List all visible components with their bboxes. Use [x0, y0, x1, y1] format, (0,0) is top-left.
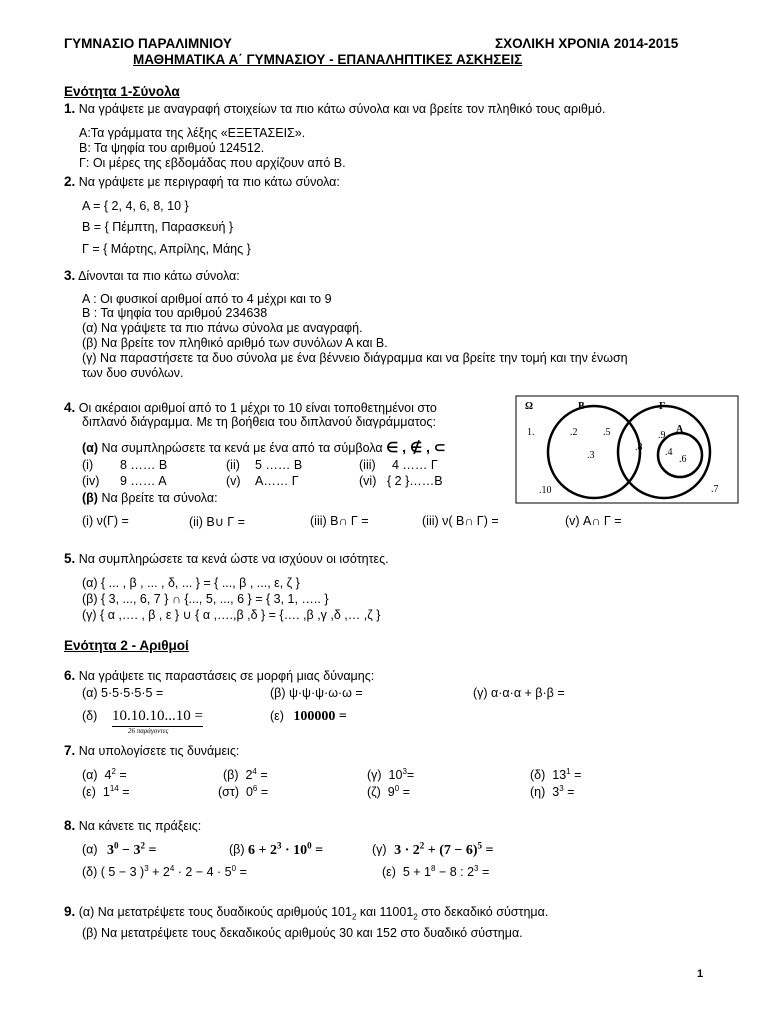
- q3-part-b: (β) Να βρείτε τον πληθικό αριθμό των συνόλων Α και Β.: [82, 336, 388, 350]
- question-number: 8.: [64, 818, 76, 833]
- q1-set-a: Α:Τα γράμματα της λέξης «ΕΞΕΤΑΣΕΙΣ».: [79, 126, 306, 140]
- q3-part-a: (α) Να γράψετε τα πιο πάνω σύνολα με αναγραφή.: [82, 321, 363, 335]
- question-text: Να υπολογίσετε τις δυνάμεις:: [78, 744, 240, 758]
- elem-7: .7: [711, 484, 719, 495]
- worksheet-title: ΜΑΘΗΜΑΤΙΚΑ Α΄ ΓΥΜΝΑΣΙΟΥ - ΕΠΑΝΑΛΗΠΤΙΚΕΣ ΑΣΚΗΣΕΙΣ: [133, 52, 523, 67]
- worksheet-page: ΓΥΜΝΑΣΙΟ ΠΑΡΑΛΙΜΝΙΟΥ ΣΧΟΛΙΚΗ ΧΡΟΝΙΑ 2014-2015 ΜΑΘΗΜΑΤΙΚΑ Α΄ ΓΥΜΝΑΣΙΟΥ - ΕΠΑΝΑΛΗΠΤΙΚΕΣ ΑΣΚΗΣΕΙΣ Ενότητα 1-Σύνολα 1. Να γράψετε με αναγραφή στοιχείων τα πιο κάτω σύνολα και να βρείτε τον πληθικό τους αριθμό. Α:Τα γράμματα της λέξης «ΕΞΕΤΑΣΕΙΣ». Β: Τα ψηφία του αριθμού 124512. Γ: Οι μέρες της εβδομάδας που αρχίζουν από Β. 2. Να γράψετε με περιγραφή τα πιο κάτω σύνολα: Α = { 2, 4, 6, 8, 10 } Β = { Πέμπτη, Παρασκευή } Γ = { Μάρτης, Απρίλης, Μάης } 3. Δίνονται τα πιο κάτω σύνολα: Α : Οι φυσικοί αριθμοί από το 4 μέχρι και το 9 Β : Τα ψηφία του αριθμού 234638 (α) Να γράψετε τα πιο πάνω σύνολα με αναγραφή. (β) Να βρείτε τον πληθικό αριθμό των συνόλων Α και Β. (γ) Να παραστήσετε τα δυο σύνολα με ένα βέννειο διάγραμμα και να βρείτε την τομή και την ένωση των δυο συνόλων. 4. Οι ακέραιοι αριθμοί από το 1 μέχρι το 10 είναι τοποθετημένοι στο διπλανό διάγραμμα. Με τη βοήθεια του διπλανού διαγράμματος: (α) Να συμπληρώσετε τα κενά με ένα από τα σύμβολα ∈ , ∉ , ⊂ (i) 8 …… Β (ii) 5 …… Β (iii) 4 …… Γ (iv) 9 …… Α (v) Α…… Γ (vi) { 2 }……Β (β) Να βρείτε τα σύνολα: (i) ν(Γ) = (ii) Β∪ Γ = (iii) Β∩ Γ = (iii) ν( Β∩ Γ) = (v) Α∩ Γ = Ω Β Γ Α 1. .2 .5 .3 .8 .9 .4 .6 .10 .7 5. Να συμπληρώσετε τα κενά ώστε να ισχύουν οι ισότητες. (α) { ... , β , ... , δ, ... } = { ..., β , ..., ε, ζ } (β) { 3, ..., 6, 7 } ∩ {..., 5, ..., 6 } = { 3, 1, ….. } (γ) { α ,…. , β , ε } ∪ { α ,….,β ,δ } = {…. ,β ,γ ,δ ,… ,ζ } Ενότητα 2 - Αριθμοί 6. Να γράψετε τις παραστάσεις σε μορφή μιας δύναμης: (α) 5·5·5·5·5 = (β) ψ·ψ·ψ·ω·ω = (γ) α·α·α + β·β = (δ) 10.10.10...10 = 26 παράγοντες (ε) 100000 = 7. Να υπολογίσετε τις δυνάμεις: (α) $4^2$ = (β) $2^4$ = (γ) $10^3=$ (δ) $13^1$ = (ε) $1^{14}$ = (στ) $0^6$ = (ζ) $9^0$ = (η) $3^3$ = 8. Να κάνετε τις πράξεις: (α) $3^0 - 3^2$ = (β) $6 + 2^3 \cdot 10^0$ = (γ) $3 \cdot 2^2 + (7 - 6)^5$ = (δ) ( 5 − 3 )$^3 + 2^4 \cdot 2 - 4 \cdot 5^0$ = (ε) $5 + 1^8 - 8$ : $2^3$ = 9. (α) Να μετατρέψετε τους δυαδικούς αριθμούς $101_2$ και $11001_2$ στο δεκαδικό σύστημα. (β) Να μετατρέψετε τους δεκαδικούς αριθμούς 30 και 152 στο δυαδικό σύστημα. 1: [0, 0, 768, 1024]
- q1-set-c: Γ: Οι μέρες της εβδομάδας που αρχίζουν από Β.: [79, 156, 346, 170]
- q4-part-a: (α) Να συμπληρώσετε τα κενά με ένα από τα σύμβολα ∈ , ∉ , ⊂: [82, 439, 446, 455]
- q8-part-e: (ε) $5 + 1^8 - 8$ : $2^3$ =: [382, 864, 490, 880]
- school-year: ΣΧΟΛΙΚΗ ΧΡΟΝΙΑ 2014-2015: [495, 36, 679, 51]
- elem-6: .6: [679, 454, 687, 465]
- elem-3: .3: [587, 450, 595, 461]
- set-symbols: ∈ , ∉ , ⊂: [386, 439, 446, 455]
- q6-part-c: (γ) α·α·α + β·β =: [473, 686, 565, 700]
- elem-4: .4: [665, 447, 673, 458]
- q5-part-c: (γ) { α ,…. , β , ε } ∪ { α ,….,β ,δ } = {…. ,β ,γ ,δ ,… ,ζ }: [82, 608, 381, 622]
- q8-part-b: (β) $6 + 2^3 \cdot 10^0$ =: [229, 840, 324, 858]
- question-text: Να κάνετε τις πράξεις:: [78, 819, 202, 833]
- question-2: [64, 174, 340, 189]
- question-number: 5.: [64, 551, 76, 566]
- label-a: Α: [676, 424, 684, 435]
- elem-2: .2: [570, 427, 578, 438]
- question-text: Να συμπληρώσετε τα κενά ώστε να ισχύουν οι ισότητες.: [78, 552, 389, 566]
- question-5: [64, 551, 389, 566]
- question-7: [64, 743, 239, 758]
- section-1-title: Ενότητα 1-Σύνολα: [64, 84, 180, 99]
- q4-text-cont: διπλανό διάγραμμα. Με τη βοήθεια του διπλανού διαγράμματος:: [82, 415, 436, 429]
- question-text: Να γράψετε τις παραστάσεις σε μορφή μιας δύναμης:: [78, 669, 375, 683]
- question-6: [64, 668, 374, 683]
- question-number: 2.: [64, 174, 76, 189]
- question-text: Οι ακέραιοι αριθμοί από το 1 μέχρι το 10 είναι τοποθετημένοι στο: [78, 401, 437, 415]
- elem-9: .9: [658, 430, 666, 441]
- q6-part-e: (ε) 100000 =: [270, 709, 347, 724]
- label-omega: Ω: [525, 401, 534, 412]
- elem-5: .5: [603, 427, 611, 438]
- q3-set-a: Α : Οι φυσικοί αριθμοί από το 4 μέχρι και το 9: [82, 292, 332, 306]
- question-1: [64, 101, 605, 116]
- elem-10: .10: [539, 485, 552, 496]
- question-3: [64, 268, 240, 283]
- question-9: 9. (α) Να μετατρέψετε τους δυαδικούς αριθμούς $101_2$ και $11001_2$ στο δεκαδικό σύστημα.: [64, 904, 549, 922]
- label-b: Β: [578, 401, 585, 412]
- q3-part-c: (γ) Να παραστήσετε τα δυο σύνολα με ένα βέννειο διάγραμμα και να βρείτε την τομή και την ένωση: [82, 351, 628, 365]
- q3-part-c-cont: των δυο συνόλων.: [82, 366, 184, 380]
- q2-set-c: Γ = { Μάρτης, Απρίλης, Μάης }: [82, 242, 251, 256]
- q4-part-b: (β) Να βρείτε τα σύνολα:: [82, 491, 218, 505]
- label-g: Γ: [659, 401, 666, 412]
- q8-part-a: (α) $3^0 - 3^2$ =: [82, 840, 157, 858]
- q6-part-d: (δ) 10.10.10...10 = 26 παράγοντες: [82, 708, 203, 735]
- question-number: 6.: [64, 668, 76, 683]
- venn-diagram: [515, 395, 740, 505]
- question-text: Δίνονται τα πιο κάτω σύνολα:: [78, 269, 240, 283]
- q3-set-b: Β : Τα ψηφία του αριθμού 234638: [82, 306, 268, 320]
- question-number: 7.: [64, 743, 76, 758]
- set-g-circle: [618, 406, 710, 498]
- q8-part-d: (δ) ( 5 − 3 )$^3 + 2^4 \cdot 2 - 4 \cdot 5^0$ =: [82, 864, 247, 880]
- q6-part-b: (β) ψ·ψ·ψ·ω·ω =: [270, 686, 363, 700]
- question-number: 3.: [64, 268, 76, 283]
- q2-set-a: Α = { 2, 4, 6, 8, 10 }: [82, 199, 189, 213]
- q2-set-b: Β = { Πέμπτη, Παρασκευή }: [82, 220, 234, 234]
- question-number: 9.: [64, 904, 76, 919]
- question-number: 4.: [64, 400, 76, 415]
- school-name: ΓΥΜΝΑΣΙΟ ΠΑΡΑΛΙΜΝΙΟΥ: [64, 36, 232, 51]
- elem-1: 1.: [527, 427, 535, 438]
- page-number: 1: [697, 968, 704, 980]
- elem-8: .8: [635, 442, 643, 453]
- q5-part-b: (β) { 3, ..., 6, 7 } ∩ {..., 5, ..., 6 } = { 3, 1, ….. }: [82, 592, 329, 606]
- question-text: Να γράψετε με αναγραφή στοιχείων τα πιο κάτω σύνολα και να βρείτε τον πληθικό τους αριθμό.: [78, 102, 606, 116]
- question-text: Να γράψετε με περιγραφή τα πιο κάτω σύνολα:: [78, 175, 340, 189]
- q9-part-b: (β) Να μετατρέψετε τους δεκαδικούς αριθμούς 30 και 152 στο δυαδικό σύστημα.: [82, 926, 523, 940]
- q5-part-a: (α) { ... , β , ... , δ, ... } = { ..., β , ..., ε, ζ }: [82, 576, 300, 590]
- q6-part-a: (α) 5·5·5·5·5 =: [82, 686, 164, 700]
- question-4: [64, 400, 437, 415]
- q6-d-expr: 10.10.10...10 =: [112, 708, 203, 727]
- section-2-title: Ενότητα 2 - Αριθμοί: [64, 638, 189, 653]
- q8-part-c: (γ) $3 \cdot 2^2 + (7 - 6)^5$ =: [372, 840, 494, 858]
- question-number: 1.: [64, 101, 76, 116]
- question-8: [64, 818, 201, 833]
- q1-set-b: Β: Τα ψηφία του αριθμού 124512.: [79, 141, 265, 155]
- q6-d-factors: 26 παράγοντες: [128, 727, 169, 735]
